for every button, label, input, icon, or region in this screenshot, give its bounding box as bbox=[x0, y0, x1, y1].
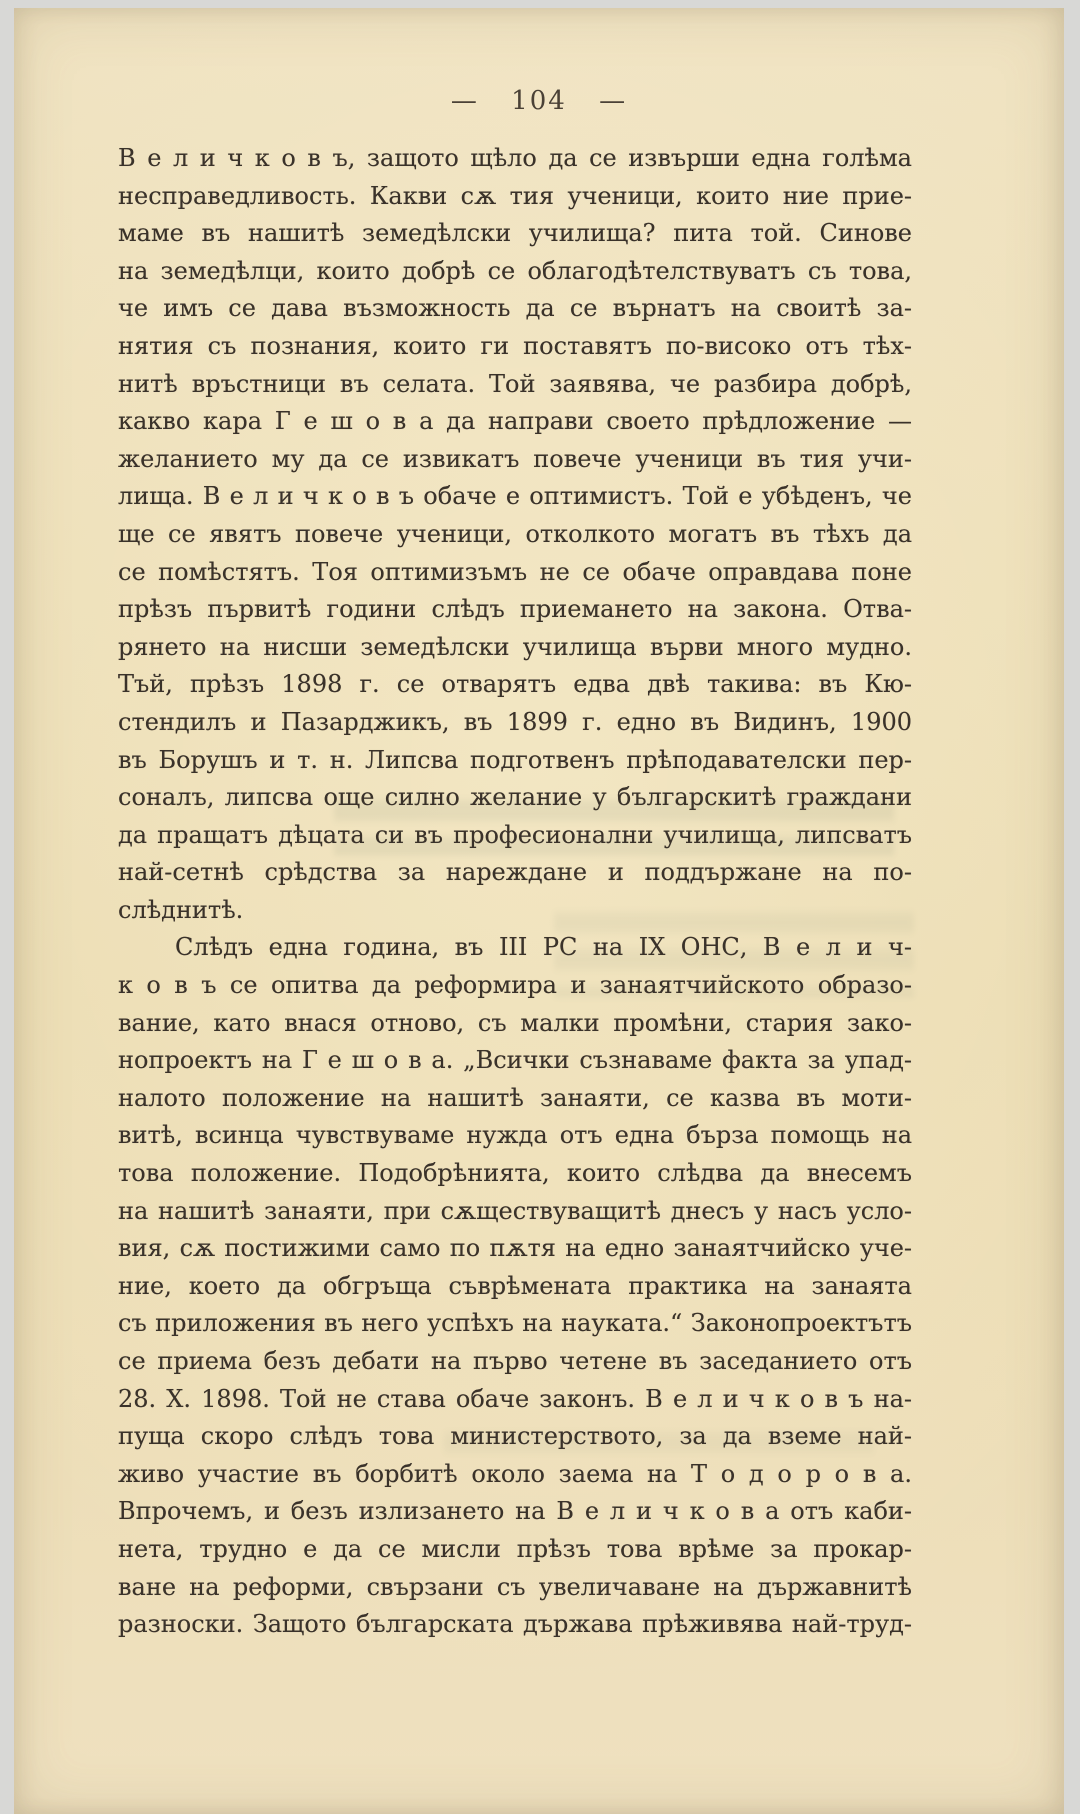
text-line: ще се явятъ повече ученици, отколкото могатъ въ тѣхъ да bbox=[118, 519, 912, 548]
paper-sheet bbox=[14, 8, 1064, 1814]
text-line: какво кара Г е ш о в а да направи своето прѣдложение — bbox=[118, 407, 912, 436]
text-line: нитѣ връстници въ селата. Той заявява, че разбира добрѣ, bbox=[118, 369, 912, 398]
text-line: живо участие въ борбитѣ около заема на Т о д о р о в а. bbox=[118, 1459, 912, 1488]
text-line: да пращатъ дѣцата си въ професионални училища, липсватъ bbox=[118, 820, 912, 849]
text-line: пуща скоро слѣдъ това министерството, за да вземе най- bbox=[118, 1422, 912, 1451]
text-line: това положение. Подобрѣнията, които слѣдва да внесемъ bbox=[118, 1159, 912, 1188]
body-text bbox=[118, 140, 912, 1644]
text-line: ние, което да обгръща съврѣмената практика на занаята bbox=[118, 1271, 912, 1300]
text-line: витѣ, всинца чувствуваме нужда отъ една бърза помощь на bbox=[118, 1121, 912, 1150]
text-line: най-сетнѣ срѣдства за нареждане и поддържане на по- bbox=[118, 858, 912, 887]
text-line: налото положение на нашитѣ занаяти, се казва въ моти- bbox=[118, 1083, 912, 1112]
text-line: вия, сѫ постижими само по пѫтя на едно занаятчийско уче- bbox=[118, 1234, 912, 1263]
text-line: съ приложения въ него успѣхъ на науката.“ Законопроектътъ bbox=[118, 1309, 912, 1338]
text-line: слѣднитѣ. bbox=[118, 895, 244, 924]
text-line: прѣзъ първитѣ години слѣдъ приемането на закона. Отва- bbox=[118, 595, 912, 624]
text-line: се помѣстятъ. Тоя оптимизъмъ не се обаче оправдава поне bbox=[118, 557, 912, 586]
text-line: Тъй, прѣзъ 1898 г. се отварятъ едва двѣ такива: въ Кю- bbox=[118, 670, 912, 699]
text-line: се приема безъ дебати на първо четене въ заседанието отъ bbox=[118, 1347, 912, 1375]
text-line: ване на реформи, свързани съ увеличаване на държавнитѣ bbox=[118, 1572, 912, 1601]
text-line: маме въ нашитѣ земедѣлски училища? пита той. Синове bbox=[118, 219, 912, 248]
text-line: рянето на нисши земедѣлски училища върви много мудно. bbox=[118, 632, 912, 661]
text-line: вание, като внася отново, съ малки промѣни, стария зако- bbox=[118, 1008, 912, 1037]
text-line: на нашитѣ занаяти, при сѫществуващитѣ днесъ у насъ усло- bbox=[118, 1196, 912, 1225]
text-line: стендилъ и Пазарджикъ, въ 1899 г. едно въ Видинъ, 1900 bbox=[118, 707, 912, 736]
text-line: 28. X. 1898. Той не става обаче законъ. В е л и ч к о в ъ на- bbox=[118, 1384, 912, 1413]
text-line: Слѣдъ една година, въ III РС на IX ОНС, В е л и ч- bbox=[175, 933, 912, 962]
text-line: лища. В е л и ч к о в ъ обаче е оптимистъ. Той е убѣденъ, че bbox=[118, 482, 912, 511]
text-line: на земедѣлци, които добрѣ се облагодѣтелствуватъ съ това, bbox=[118, 256, 912, 285]
text-line: к о в ъ се опитва да реформира и занаятчийското образо- bbox=[118, 971, 912, 1000]
text-line: нятия съ познания, които ги поставятъ по-високо отъ тѣх- bbox=[118, 331, 912, 360]
text-line: желанието му да се извикатъ повече ученици въ тия учи- bbox=[118, 444, 912, 473]
text-line: В е л и ч к о в ъ, защото щѣло да се извърши една голѣма bbox=[118, 144, 912, 172]
text-line: въ Борушъ и т. н. Липсва подготвенъ прѣподавателски пер- bbox=[118, 745, 912, 774]
text-line: нета, трудно е да се мисли прѣзъ това врѣме за прокар- bbox=[118, 1534, 912, 1563]
text-line: разноски. Защото българската държава прѣживява най-труд- bbox=[118, 1610, 912, 1639]
text-line: Впрочемъ, и безъ излизането на В е л и ч к о в а отъ каби- bbox=[118, 1497, 912, 1526]
text-line: несправедливость. Какви сѫ тия ученици, които ние прие- bbox=[118, 181, 912, 210]
text-line: нопроектъ на Г е ш о в а. „Всички съзнаваме факта за упад- bbox=[118, 1046, 912, 1075]
text-line: соналъ, липсва още силно желание у българскитѣ граждани bbox=[118, 783, 912, 812]
text-line: че имъ се дава възможность да се върнатъ на своитѣ за- bbox=[118, 294, 912, 323]
page-number: — 104 — bbox=[450, 86, 628, 116]
